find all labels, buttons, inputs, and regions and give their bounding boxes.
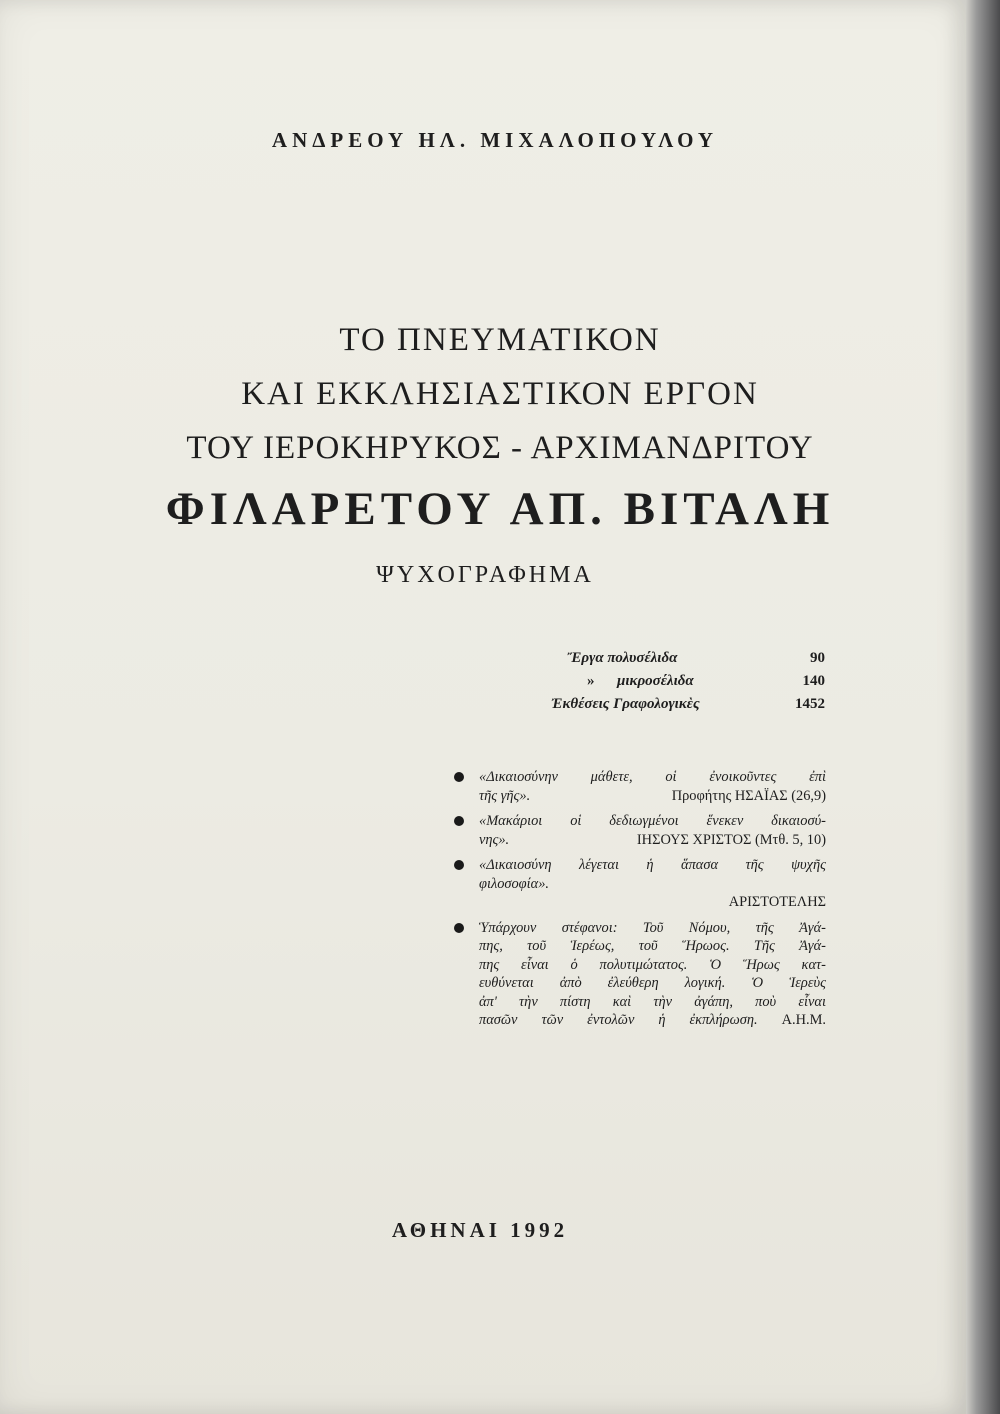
bullet-icon (454, 860, 464, 870)
quote-attribution: ΙΗΣΟΥΣ ΧΡΙΣΤΟΣ (Μτθ. 5, 10) (636, 831, 826, 848)
title-name: ΦΙΛΑΡΕΤΟΥ ΑΠ. ΒΙΤΑΛΗ (165, 483, 835, 535)
quote-line: Ὑπάρχουν στέφανοι: Τοῦ Νόμου, τῆς Ἀγά- (479, 919, 826, 936)
quote-attribution: Προφήτης ΗΣΑΪΑΣ (26,9) (671, 787, 826, 804)
quote-line: ἀπ' τὴν πίστη καὶ τὴν ἀγάπη, ποὺ εἶναι (479, 993, 826, 1010)
works-row (545, 650, 825, 673)
works-list (545, 650, 825, 719)
epigraph-quotes (452, 768, 826, 1037)
works-count: 140 (802, 673, 825, 689)
quote-line: πασῶν τῶν ἐντολῶν ἡ ἐκπλήρωση. Α.Η.Μ. (479, 1012, 826, 1028)
quote-text-cont: νης». (479, 831, 510, 848)
works-label: Ἔργα πολυσέλιδα (567, 650, 678, 666)
quote-attribution: ΑΡΙΣΤΟΤΕΛΗΣ (728, 894, 826, 910)
quote-text: «Δικαιοσύνην μάθετε, οἱ ἐνοικοῦντες ἐπὶ (479, 769, 826, 785)
quote-text-cont: τῆς γῆς». (479, 787, 531, 804)
title-line-3: ΤΟΥ ΙΕΡΟΚΗΡΥΚΟΣ - ΑΡΧΙΜΑΝΔΡΙΤΟΥ (186, 430, 814, 466)
quote-line: πης εἶναι ὁ πολυτιμώτατος. Ὁ Ἥρως κατ- (479, 956, 826, 973)
quote-item (452, 768, 826, 805)
quote-item (452, 812, 826, 849)
title-line-2: ΚΑΙ ΕΚΚΛΗΣΙΑΣΤΙΚΟΝ ΕΡΓΟΝ (241, 376, 759, 412)
title-line-1: ΤΟ ΠΝΕΥΜΑΤΙΚΟΝ (339, 322, 661, 358)
place-year: ΑΘΗΝΑΙ 1992 (391, 1218, 569, 1242)
quote-line: ευθύνεται ἀπὸ ἐλεύθερη λογική. Ὁ Ἱερεὺς (479, 975, 826, 991)
bullet-icon (454, 923, 464, 933)
works-label: Ἐκθέσεις Γραφολογικὲς (551, 696, 700, 712)
quote-text-cont: φιλοσοφία». (479, 875, 549, 892)
works-row (545, 696, 825, 719)
book-spine-edge (966, 0, 1000, 1414)
works-label: μικροσέλιδα (617, 673, 694, 689)
works-count: 90 (810, 650, 825, 666)
author-name: ΑΝΔΡΕΟΥ ΗΛ. ΜΙΧΑΛΟΠΟΥΛΟΥ (271, 128, 719, 152)
subtitle: ΨΥΧΟΓΡΑΦΗΜΑ (376, 562, 594, 588)
quote-item (452, 919, 826, 1030)
quote-item (452, 856, 826, 912)
bullet-icon (454, 772, 464, 782)
works-count: 1452 (795, 696, 825, 712)
works-row (545, 673, 825, 696)
bullet-icon (454, 816, 464, 826)
quote-attribution: Α.Η.Μ. (781, 1012, 826, 1028)
quote-text: «Μακάριοι οἱ δεδιωγμένοι ἕνεκεν δικαιοσύ- (479, 813, 826, 829)
quote-line: πης, τοῦ Ἱερέως, τοῦ Ἥρωος. Τῆς Ἀγά- (479, 938, 826, 954)
ditto-mark: » (587, 673, 595, 689)
quote-text: «Δικαιοσύνη λέγεται ἡ ἅπασα τῆς ψυχῆς (479, 857, 826, 873)
